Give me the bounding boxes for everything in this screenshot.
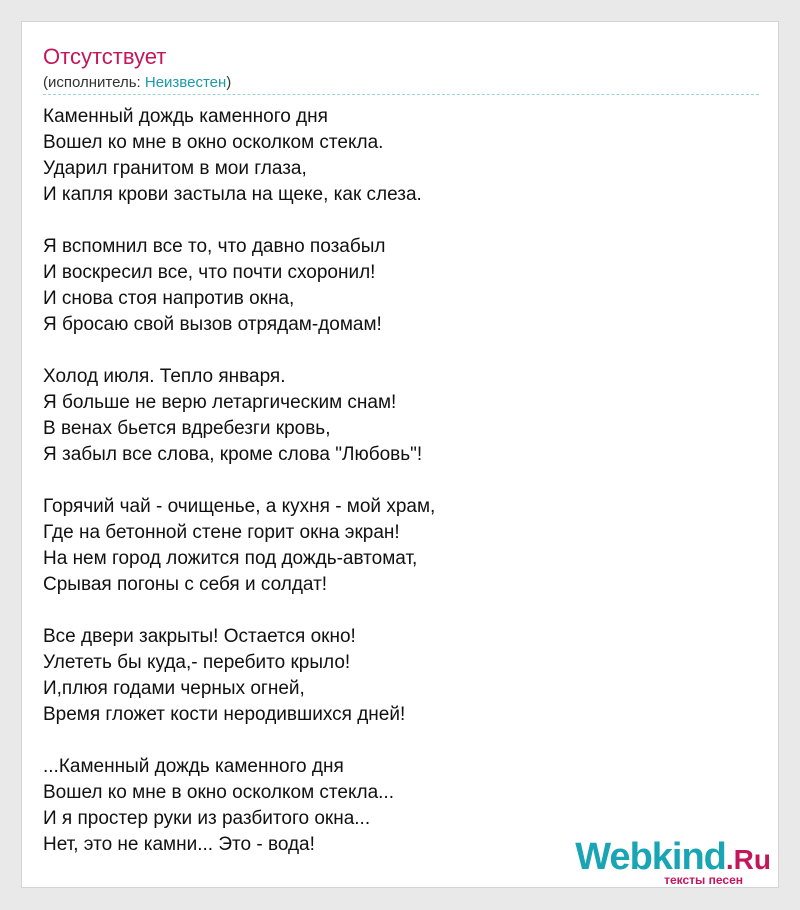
lyric-line: Горячий чай - очищенье, а кухня - мой храм,: [43, 496, 436, 517]
title-divider: [43, 94, 759, 95]
lyric-line: Каменный дождь каменного дня: [43, 106, 328, 127]
lyric-line: Время гложет кости неродившихся дней!: [43, 704, 406, 725]
lyric-line: Вошел ко мне в окно осколком стекла.: [43, 132, 384, 153]
lyric-line: И я простер руки из разбитого окна...: [43, 808, 371, 829]
lyric-line: Где на бетонной стене горит окна экран!: [43, 522, 400, 543]
artist-suffix: ): [226, 74, 232, 91]
logo-subtitle: тексты песен: [664, 873, 743, 887]
lyric-line: И,плюя годами черных огней,: [43, 678, 305, 699]
lyric-line: Я больше не верю летаргическим снам!: [43, 392, 397, 413]
lyric-line: Улететь бы куда,- перебито крыло!: [43, 652, 351, 673]
lyric-line: В венах бьется вдребезги кровь,: [43, 418, 331, 439]
stanza: [43, 494, 759, 598]
artist-line: [43, 73, 231, 93]
stanza: [43, 624, 759, 728]
lyric-line: Ударил гранитом в мои глаза,: [43, 158, 307, 179]
lyric-line: Я вспомнил все то, что давно позабыл: [43, 236, 386, 257]
lyrics-card: [21, 21, 779, 888]
lyric-line: Нет, это не камни... Это - вода!: [43, 834, 315, 855]
logo-tld: .Ru: [725, 844, 771, 875]
webkind-logo[interactable]: [571, 837, 771, 887]
lyric-line: Холод июля. Тепло января.: [43, 366, 286, 387]
lyric-line: И снова стоя напротив окна,: [43, 288, 295, 309]
lyric-line: Я бросаю свой вызов отрядам-домам!: [43, 314, 382, 335]
stanza: [43, 364, 759, 468]
song-title: Отсутствует: [43, 44, 167, 69]
stanza: [43, 104, 759, 208]
lyric-line: И воскресил все, что почти схоронил!: [43, 262, 376, 283]
artist-link[interactable]: Неизвестен: [144, 74, 227, 91]
lyric-line: Я забыл все слова, кроме слова "Любовь"!: [43, 444, 423, 465]
lyric-line: На нем город ложится под дождь-автомат,: [43, 548, 418, 569]
stanza: [43, 234, 759, 338]
artist-prefix: (исполнитель:: [43, 74, 145, 91]
lyrics-text: [43, 104, 759, 884]
lyric-line: Вошел ко мне в окно осколком стекла...: [43, 782, 394, 803]
logo-word: Webkind: [575, 836, 726, 878]
lyric-line: Все двери закрыты! Остается окно!: [43, 626, 356, 647]
lyric-line: ...Каменный дождь каменного дня: [43, 756, 344, 777]
lyric-line: Срывая погоны с себя и солдат!: [43, 574, 328, 595]
lyric-line: И капля крови застыла на щеке, как слеза.: [43, 184, 422, 205]
